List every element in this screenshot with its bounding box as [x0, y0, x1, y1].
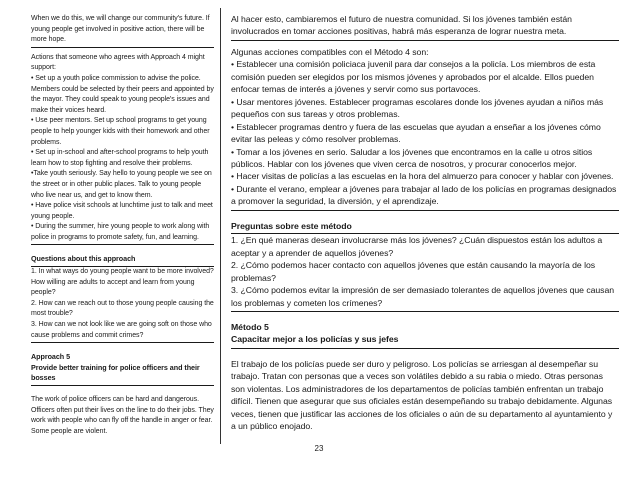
english-question: 2. How can we reach out to those young people causing the most trouble? — [31, 299, 214, 318]
english-approach5-title: Provide better training for police officers and their bosses — [31, 363, 214, 386]
spanish-approach5-title: Capacitar mejor a los policías y sus jefes — [231, 333, 619, 348]
english-action-item: •Take youth seriously. Say hello to young people we see on the street or in other public places. Talk to young people who live near us, and get to know them. — [31, 170, 212, 199]
spanish-action-item: • Establecer una comisión policiaca juvenil para dar consejos a la policía. Los miembros de esta comisión pueden ser elegidos por los mismos jóvenes y aprobados por el alcalde. Ellos pueden enfocar temas de interés a jóvenes y servir como sus portavoces. — [231, 59, 596, 95]
english-action-item: • Use peer mentors. Set up school programs to get young people to help younger kids with their homework and other problems. — [31, 117, 210, 146]
spanish-question: 1. ¿En qué maneras desean involucrarse más los jóvenes? ¿Cuán dispuestos están los adultos a aceptar y a aprender de aquellos jóvenes? — [231, 235, 603, 258]
english-approach5-label: Approach 5 — [31, 352, 71, 362]
spanish-action-item: • Establecer programas dentro y fuera de las escuelas que ayudan a enseñar a los jóvenes cómo evitar las peleas y cómo resolver problemas. — [231, 121, 601, 145]
column-divider — [220, 8, 221, 444]
english-approach5-text: The work of police officers can be hard and dangerous. Officers often put their lives on the line to do their jobs. They work with people who can fly off the handle in anger or fear. Some people are violent. — [31, 396, 214, 435]
spanish-question: 2. ¿Cómo podemos hacer contacto con aquellos jóvenes que están causando la mayoría de los problemas? — [231, 260, 596, 283]
spanish-action-item: • Hacer visitas de policías a las escuelas en la hora del almuerzo para conocer y hablar con jóvenes. — [231, 171, 614, 182]
spanish-action-item: • Usar mentores jóvenes. Establecer programas escolares donde los jóvenes ayudan a niños más pequeños con sus tareas y otros problemas. — [231, 96, 604, 120]
spanish-approach5-label: Método 5 — [231, 321, 269, 332]
spanish-intro: Al hacer esto, cambiaremos el futuro de nuestra comunidad. Si los jóvenes también están involucrados en tomar acciones positivas, habrá más esperanza de lograr nuestra meta. — [231, 13, 619, 41]
english-action-item: • Set up a youth police commission to advise the police. Members could be selected by their peers and appointed by the mayor. They could speak to young people's issues and make their voices heard. — [31, 74, 214, 114]
spanish-question: 3. ¿Cómo podemos evitar la impresión de ser demasiado tolerantes de aquellos jóvenes que causan los problemas y cometen los crímenes? — [231, 284, 619, 312]
spanish-approach5-text: El trabajo de los policías puede ser duro y peligroso. Los policías se arriesgan al desempeñar su trabajo. Tratan con personas que a veces son volátiles debido a su rabia o miedo. Otras personas son violentas. Los administradores de los departamentos de policías también enfrentan un trabajo difícil. Tienen que asegurar que sus oficiales están desempeñando su trabajo debidamente. Algunas veces, tienen que justificar las acciones de los oficiales o aún de su departamento al ayuntamiento y a un público enojado. — [231, 358, 613, 432]
english-question: 1. In what ways do young people want to be more involved? How willing are adults to accept and learn from young people? — [31, 268, 214, 297]
spanish-column — [231, 13, 619, 433]
english-column — [31, 14, 214, 437]
spanish-action-item: • Tomar a los jóvenes en serio. Saludar a los jóvenes que encontramos en la calle u otros sitios públicos. Hablar con los jóvenes que viven cerca de nosotros, y procurar conocerlos mejor. — [231, 146, 593, 169]
spanish-actions-intro: Algunas acciones compatibles con el Método 4 son: — [231, 46, 429, 57]
english-questions-heading: Questions about this approach — [31, 254, 214, 267]
english-actions-intro: Actions that someone who agrees with Approach 4 might support: — [31, 53, 205, 72]
spanish-questions-heading: Preguntas sobre este método — [231, 220, 619, 234]
english-question: 3. How can we not look like we are going soft on those who cause problems and commit crimes? — [31, 320, 214, 343]
english-action-item: • During the summer, hire young people to work along with police in programs to promote safety, fun, and learning. — [31, 222, 214, 245]
english-action-item: • Have police visit schools at lunchtime just to talk and meet young people. — [31, 202, 213, 220]
english-action-item: • Set up in-school and after-school programs to help youth learn how to stop fighting and resolve their problems. — [31, 149, 209, 167]
english-intro: When we do this, we will change our community's future. If young people get involved in positive action, there will be more hope. — [31, 14, 214, 48]
page-number: 23 — [314, 444, 324, 453]
spanish-action-item: • Durante el verano, emplear a jóvenes para trabajar al lado de los policías en programas designados a promover la seguridad, la diversión, y el aprendizaje. — [231, 183, 619, 211]
